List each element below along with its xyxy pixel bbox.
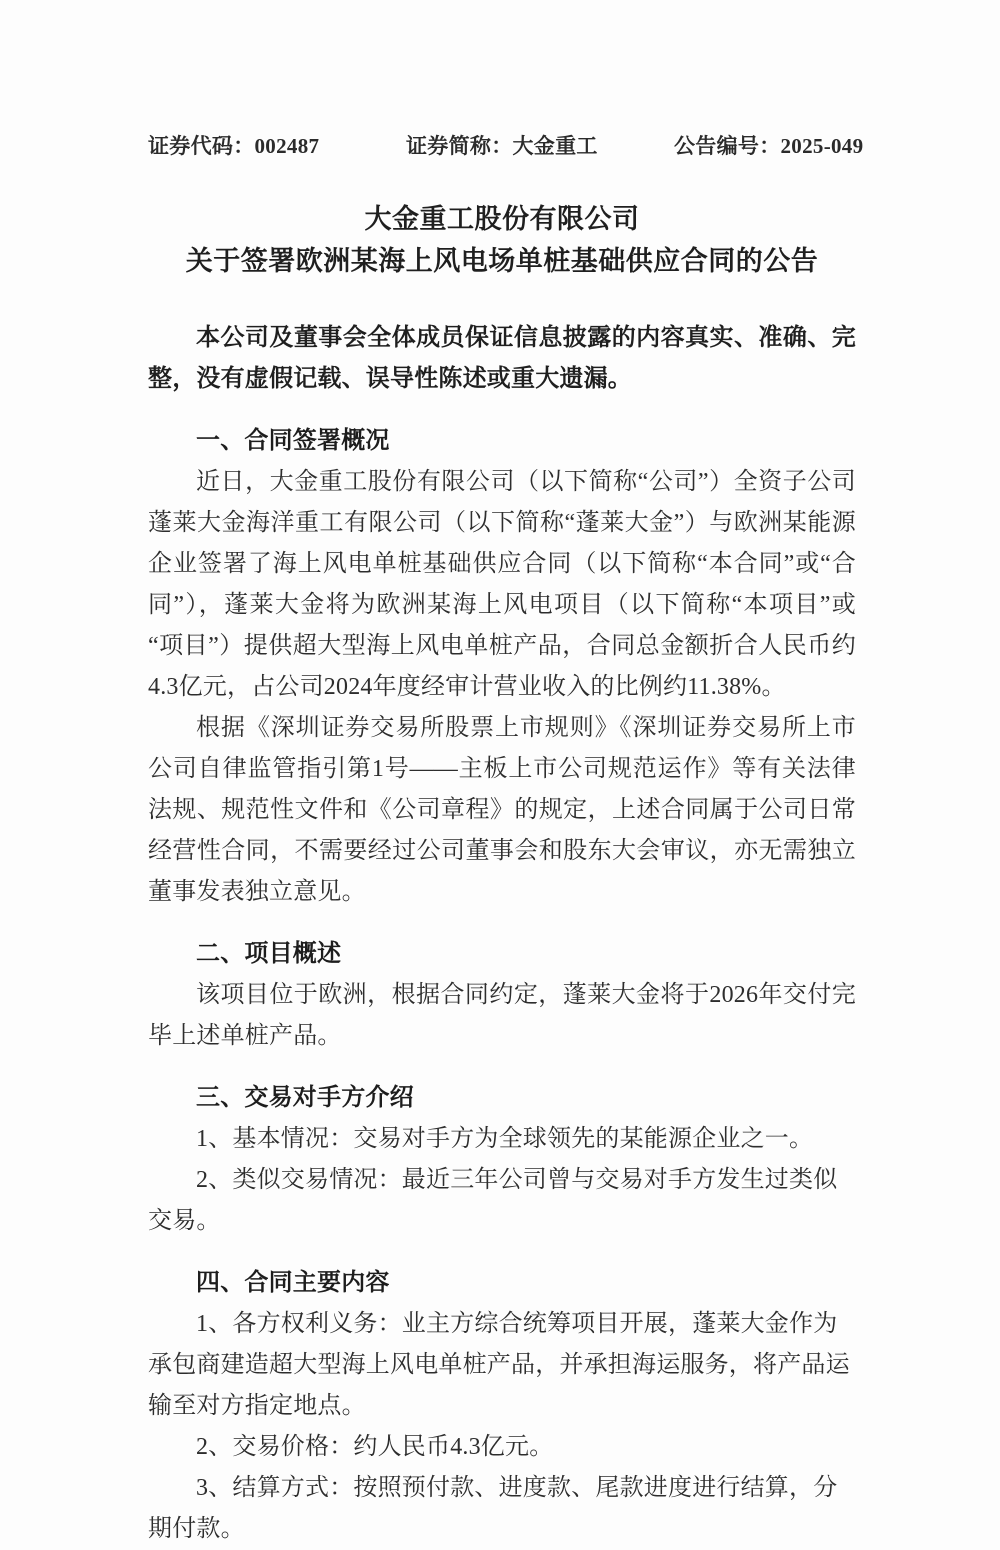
section-project-overview [148,934,856,1057]
list-item: 2、类似交易情况：最近三年公司曾与交易对手方发生过类似交易。 [148,1167,838,1234]
security-abbr-label: 证券简称： [406,134,513,158]
list-item: 2、交易价格：约人民币4.3亿元。 [196,1434,554,1460]
security-code-value: 002487 [254,134,320,158]
section-paragraph: 近日，大金重工股份有限公司（以下简称“公司”）全资子公司蓬莱大金海洋重工有限公司（以下简称“蓬莱大金”）与欧洲某能源企业签署了海上风电单桩基础供应合同（以下简称“本合同”或“合同”），蓬莱大金将为欧洲某海上风电项目（以下简称“本项目”或“项目”）提供超大型海上风电单桩产品，合同总金额折合人民币约4.3亿元，占公司2024年度经审计营业收入的比例约11.38%。 [148,469,856,700]
section-heading: 二、项目概述 [196,941,342,967]
section-counterparty-intro [148,1078,856,1242]
announcement-no-field [674,130,864,160]
section-contract-overview [148,421,856,913]
security-abbr-field [406,130,674,160]
security-abbr-value: 大金重工 [512,134,598,158]
announcement-no-label: 公告编号： [674,134,781,158]
section-contract-main-content [148,1263,856,1550]
section-heading: 三、交易对手方介绍 [196,1085,414,1111]
page-title [148,198,856,282]
section-paragraph: 该项目位于欧洲，根据合同约定，蓬莱大金将于2026年交付完毕上述单桩产品。 [148,982,856,1049]
list-item: 3、结算方式：按照预付款、进度款、尾款进度进行结算，分期付款。 [148,1475,838,1542]
document-content [148,0,864,1550]
announcement-no-value: 2025-049 [780,134,864,158]
list-item: 1、各方权利义务：业主方综合统筹项目开展，蓬莱大金作为承包商建造超大型海上风电单桩产品，并承担海运服务，将产品运输至对方指定地点。 [148,1311,850,1419]
title-subject: 关于签署欧洲某海上风电场单桩基础供应合同的公告 [185,246,819,276]
security-code-field [148,130,406,160]
document-header-line [148,130,864,160]
disclaimer-paragraph: 本公司及董事会全体成员保证信息披露的内容真实、准确、完整，没有虚假记载、误导性陈述或重大遗漏。 [148,325,856,392]
list-item: 1、基本情况：交易对手方为全球领先的某能源企业之一。 [196,1126,814,1152]
section-paragraph: 根据《深圳证券交易所股票上市规则》《深圳证券交易所上市公司自律监管指引第1号——主板上市公司规范运作》等有关法律法规、规范性文件和《公司章程》的规定，上述合同属于公司日常经营性合同，不需要经过公司董事会和股东大会审议，亦无需独立董事发表独立意见。 [148,715,856,905]
section-heading: 一、合同签署概况 [196,428,390,454]
security-code-label: 证券代码： [148,134,255,158]
title-company-name: 大金重工股份有限公司 [364,204,640,234]
section-heading: 四、合同主要内容 [196,1270,390,1296]
